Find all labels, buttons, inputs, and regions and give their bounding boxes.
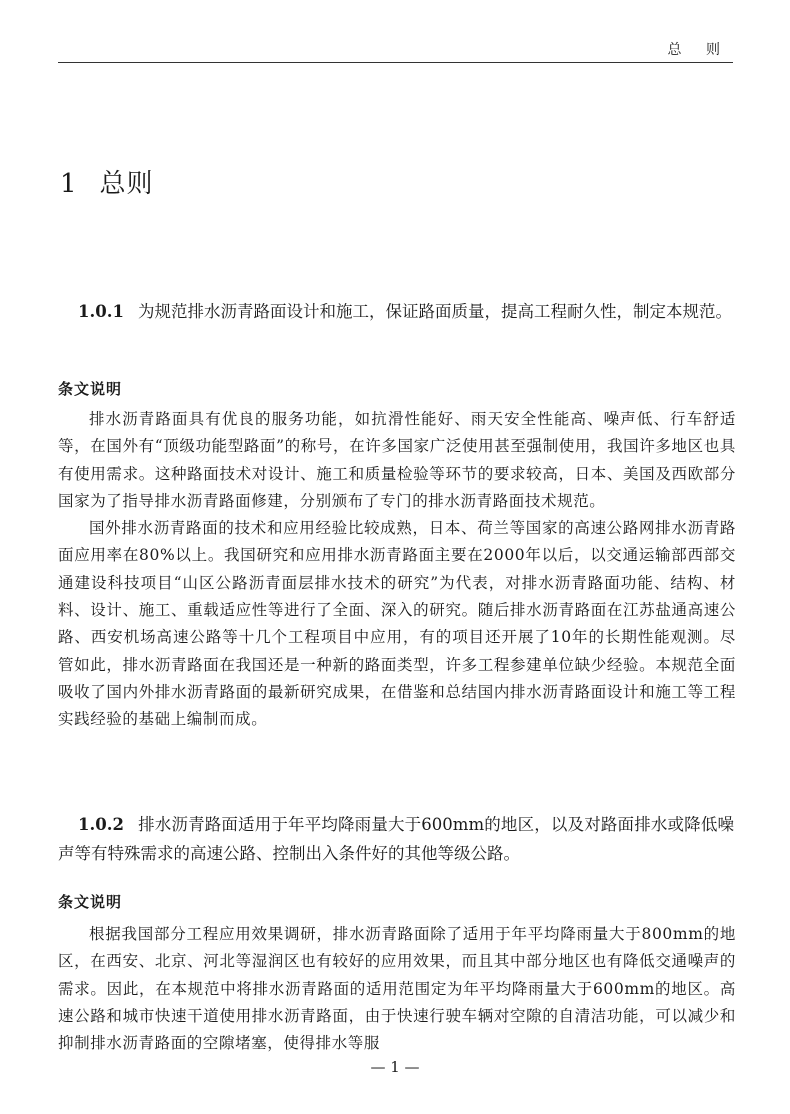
chapter-title: 总则	[99, 169, 154, 199]
explanation-heading: 条文说明	[58, 893, 123, 911]
clause-text: 排水沥青路面适用于年平均降雨量大于600mm的地区，以及对路面排水或降低噪声等有特殊需求的高速公路、控制出入条件好的其他等级公路。	[58, 815, 734, 863]
clause-1-0-2	[58, 810, 734, 868]
chapter-heading	[60, 163, 154, 200]
explanation-body	[58, 921, 736, 1057]
explanation-paragraph: 国外排水沥青路面的技术和应用经验比较成熟，日本、荷兰等国家的高速公路网排水沥青路面应用率在80%以上。我国研究和应用排水沥青路面主要在2000年以后，以交通运输部西部交通建设科技项目“山区公路沥青面层排水技术的研究”为代表，对排水沥青路面功能、结构、材料、设计、施工、重载适应性等进行了全面、深入的研究。随后排水沥青路面在江苏盐通高速公路、西安机场高速公路等十几个工程项目中应用，有的项目还开展了10年的长期性能观测。尽管如此，排水沥青路面在我国还是一种新的路面类型，许多工程参建单位缺少经验。本规范全面吸收了国内外排水沥青路面的最新研究成果，在借鉴和总结国内排水沥青路面设计和施工等工程实践经验的基础上编制而成。	[58, 519, 736, 729]
chapter-number: 1	[60, 169, 78, 199]
page-number: — 1 —	[370, 1058, 420, 1076]
explanation-paragraph: 排水沥青路面具有优良的服务功能，如抗滑性能好、雨天安全性能高、噪声低、行车舒适等，在国外有“顶级功能型路面”的称号，在许多国家广泛使用甚至强制使用，我国许多地区也具有使用需求。这种路面技术对设计、施工和质量检验等环节的要求较高，日本、美国及西欧部分国家为了指导排水沥青路面修建，分别颁布了专门的排水沥青路面技术规范。	[58, 410, 736, 510]
explanation-body	[58, 406, 736, 734]
header-divider	[58, 62, 733, 63]
clause-number: 1.0.2	[78, 815, 124, 834]
clause-1-0-1	[58, 297, 734, 326]
explanation-paragraph: 根据我国部分工程应用效果调研，排水沥青路面除了适用于年平均降雨量大于800mm的地区，在西安、北京、河北等湿润区也有较好的应用效果，而且其中部分地区也有降低交通噪声的需求。因此，在本规范中将排水沥青路面的适用范围定为年平均降雨量大于600mm的地区。高速公路和城市快速干道使用排水沥青路面，由于快速行驶车辆对空隙的自清洁功能，可以减少和抑制排水沥青路面的空隙堵塞，使得排水等服	[58, 925, 736, 1053]
explanation-heading: 条文说明	[58, 380, 123, 398]
running-title: 总 则	[667, 42, 730, 58]
clause-text: 为规范排水沥青路面设计和施工，保证路面质量，提高工程耐久性，制定本规范。	[137, 302, 732, 321]
clause-number: 1.0.1	[78, 302, 124, 321]
